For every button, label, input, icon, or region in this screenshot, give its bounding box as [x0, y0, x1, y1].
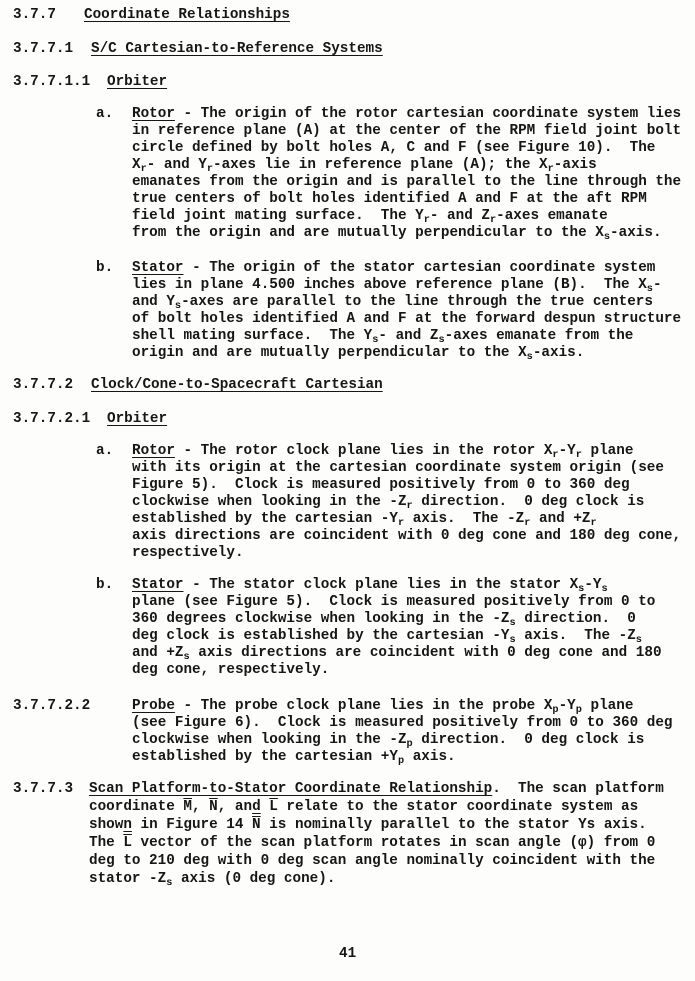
section-number: 3.7.7.2: [13, 377, 74, 393]
list-item-marker: b.: [96, 260, 114, 276]
section-number: 3.7.7: [13, 7, 56, 23]
section-number: 3.7.7.3: [13, 781, 74, 797]
section-title: Coordinate Relationships: [84, 7, 290, 23]
list-item-marker: b.: [96, 577, 114, 593]
paragraph-text: Stator - The origin of the stator cartesian coordinate system lies in plane 4.500 inches above reference plane (B). The $X_s-$ and $Y_s$-axes are parallel to the line through the true centers of bolt holes identified A and F at the forward despun structure shell mating surface. The $Y_s-$ and $Z_s$-axes emanate from the origin and are mutually perpendicular to the $X_s$-axis.: [132, 260, 682, 363]
section-title: Orbiter: [107, 411, 168, 427]
list-item-marker: a.: [96, 443, 114, 459]
section-title: S/C Cartesian-to-Reference Systems: [91, 41, 383, 57]
paragraph-text: Rotor - The rotor clock plane lies in the rotor $X_r-Y_r$ plane with its origin at the cartesian coordinate system origin (see Figure 5). Clock is measured positively from 0 to 360 deg clockwise when looking in the $-Z_r$ direction. 0 deg clock is established by the cartesian $-Y_r$ axis. The $-Z_r$ and $+Z_r$ axis directions are coincident with 0 deg cone and 180 deg cone, respectively.: [132, 443, 682, 561]
list-item-37711-a: [0, 106, 695, 242]
list-item-37721-a: [0, 443, 695, 562]
section-number: 3.7.7.2.2: [13, 698, 91, 714]
paragraph-text: Stator - The stator clock plane lies in the stator $X_s-Y_s$ plane (see Figure 5). Clock is measured positively from 0 to 360 degrees clockwise when looking in the $-Z_s$ direction. 0 deg clock is established by the cartesian $-Y_s$ axis. The $-Z_s$ and $+Z_s$ axis directions are coincident with 0 deg cone and 180 deg cone, respectively.: [132, 577, 662, 678]
section-title: Orbiter: [107, 74, 168, 90]
section-title: Clock/Cone-to-Spacecraft Cartesian: [91, 377, 383, 393]
section-paragraph-37722: [0, 698, 695, 766]
list-item-37721-b: [0, 577, 695, 679]
section-number: 3.7.7.1.1: [13, 74, 91, 90]
section-paragraph-3773: [0, 780, 695, 888]
paragraph-text: Scan Platform-to-Stator Coordinate Relationship. The scan platform coordinate $\overline{M}$, $\overline{N}$, and $\overline{L}$ relate to the stator coordinate system as shown in Figure 14 $\overline{N}$ is nominally parallel to the stator Ys axis. The $\overline{L}$ vector of the scan platform rotates in scan angle (φ) from 0 deg to 210 deg with 0 deg scan angle nominally coincident with the stator $-Z_s$ axis (0 deg cone).: [89, 781, 664, 889]
list-item-37711-b: [0, 260, 695, 362]
section-number: 3.7.7.1: [13, 41, 74, 57]
paragraph-text: Rotor - The origin of the rotor cartesian coordinate system lies in reference plane (A) at the center of the RPM field joint bolt circle defined by bolt holes A, C and F (see Figure 10). The $X_r-$ and $Y_r$-axes lie in reference plane (A); the $X_r$-axis emanates from the origin and is parallel to the line through the true centers of bolt holes identified A and F at the aft RPM field joint mating surface. The $Y_r-$ and $Z_r$-axes emanate from the origin and are mutually perpendicular to the $X_s$-axis.: [132, 106, 682, 243]
paragraph-text: Probe - The probe clock plane lies in the probe $X_p-Y_p$ plane (see Figure 6). Clock is measured positively from 0 to 360 deg clockwise when looking in the $-Z_p$ direction. 0 deg clock is established by the cartesian $+Y_p$ axis.: [132, 698, 673, 767]
list-item-marker: a.: [96, 106, 114, 122]
section-number: 3.7.7.2.1: [13, 411, 91, 427]
page-number: 41: [339, 946, 357, 962]
